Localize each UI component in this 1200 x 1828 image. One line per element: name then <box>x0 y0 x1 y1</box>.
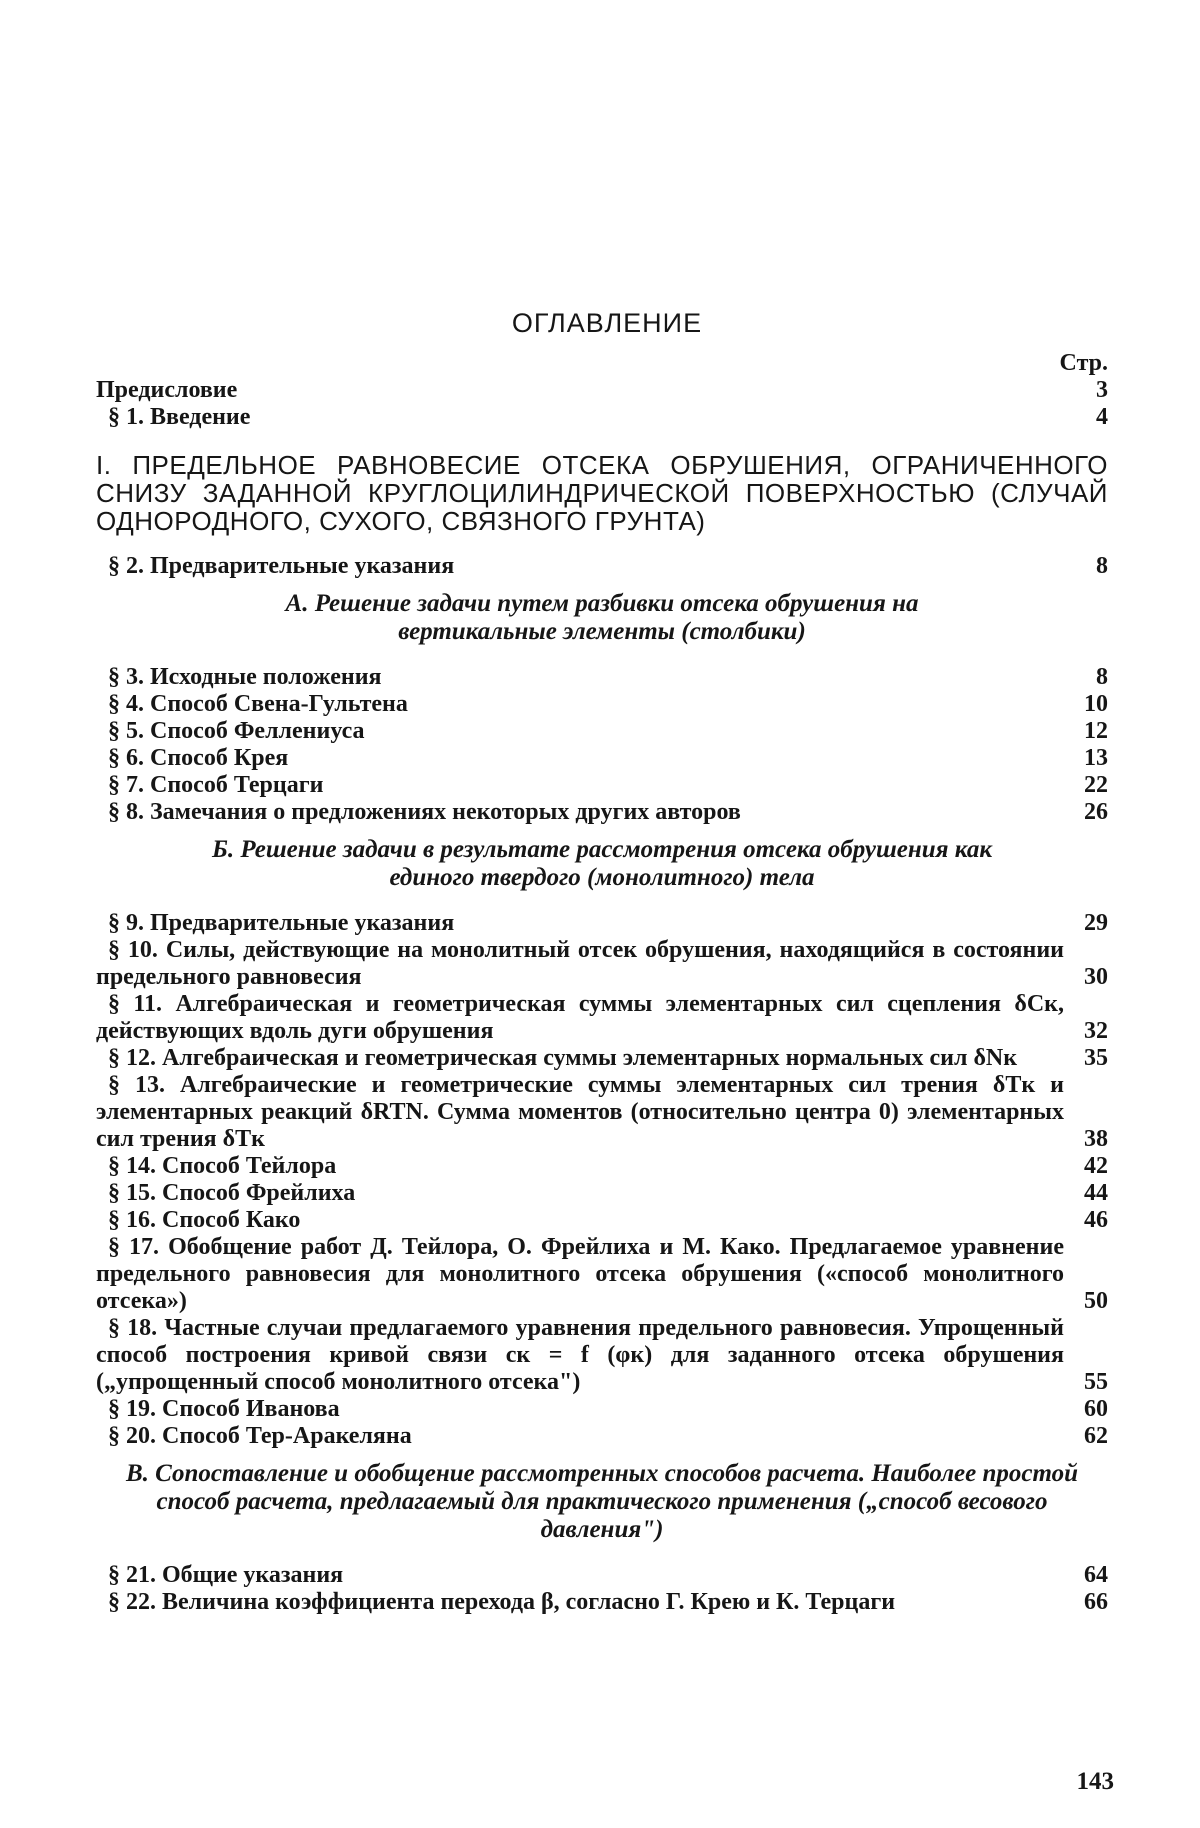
toc-entry-page: 4 <box>1096 404 1108 430</box>
toc-entry-page: 13 <box>1084 745 1108 771</box>
toc-entry <box>96 991 1108 1045</box>
toc-entry-text: § 20. Способ Тер-Аракеляна <box>108 1423 412 1449</box>
toc-entry-text: § 13. Алгебраические и геометрические суммы элементарных сил трения δTк и элементарных реакций δRTN. Сумма моментов (относительно центра 0) элементарных сил трения δTк <box>96 1072 1064 1152</box>
toc-entry-text: § 7. Способ Терцаги <box>108 772 324 798</box>
toc-entry <box>96 1045 1108 1072</box>
toc-entry-text: § 21. Общие указания <box>108 1562 344 1588</box>
toc-entry <box>96 937 1108 991</box>
toc-entry <box>96 1315 1108 1396</box>
toc-entry-page: 32 <box>1084 1018 1108 1044</box>
toc-entry <box>96 1207 1108 1234</box>
toc-entry <box>96 1423 1108 1450</box>
toc-entry-page: 29 <box>1084 910 1108 936</box>
toc-entry-text: § 11. Алгебраическая и геометрическая суммы элементарных сил сцепления δCк, действующих вдоль дуги обрушения <box>96 991 1064 1044</box>
toc-entry-page: 42 <box>1084 1153 1108 1179</box>
toc-entry-page: 66 <box>1084 1589 1108 1615</box>
toc-entry <box>96 1396 1108 1423</box>
toc-entry-text: § 17. Обобщение работ Д. Тейлора, О. Фрейлиха и М. Како. Предлагаемое уравнение предельного равновесия для монолитного отсека обрушения («способ монолитного отсека») <box>96 1234 1064 1314</box>
toc-entry <box>96 377 1108 404</box>
toc-entry-text: § 14. Способ Тейлора <box>108 1153 337 1179</box>
toc-entry-page: 12 <box>1084 718 1108 744</box>
toc-entry-page: 44 <box>1084 1180 1108 1206</box>
toc-entry-text: § 4. Способ Свена-Гультена <box>108 691 408 717</box>
toc-entry <box>96 910 1108 937</box>
toc-entry-text: § 2. Предварительные указания <box>108 553 455 579</box>
toc-entry-text: § 6. Способ Крея <box>108 745 289 771</box>
toc-entry-page: 10 <box>1084 691 1108 717</box>
toc-entry-page: 30 <box>1084 964 1108 990</box>
toc-entry-page: 8 <box>1096 553 1108 579</box>
section-heading-b: Б. Решение задачи в результате рассмотрения отсека обрушения как единого твердого (монолитного) тела <box>211 836 993 891</box>
toc-entry-text: § 9. Предварительные указания <box>108 910 455 936</box>
toc-entry-page: 3 <box>1096 377 1108 403</box>
chapter-heading: I. ПРЕДЕЛЬНОЕ РАВНОВЕСИЕ ОТСЕКА ОБРУШЕНИЯ, ОГРАНИЧЕННОГО СНИЗУ ЗАДАННОЙ КРУГЛОЦИЛИНДРИЧЕСКОЙ ПОВЕРХНОСТЬЮ (СЛУЧАЙ ОДНОРОДНОГО, СУХОГО, СВЯЗНОГО ГРУНТА) <box>96 450 1108 536</box>
toc-entry-page: 8 <box>1096 664 1108 690</box>
toc-entry <box>96 1589 1108 1616</box>
section-heading-c: В. Сопоставление и обобщение рассмотренных способов расчета. Наиболее простой способ расчета, предлагаемый для практического применения („способ весового давления") <box>125 1460 1079 1543</box>
toc-entry-text: § 22. Величина коэффициента перехода β, согласно Г. Крею и К. Терцаги <box>108 1589 896 1615</box>
toc-entry <box>96 1562 1108 1589</box>
toc-entry-page: 50 <box>1084 1288 1108 1314</box>
toc-entry-page: 46 <box>1084 1207 1108 1233</box>
toc-entry-text: § 12. Алгебраическая и геометрическая суммы элементарных нормальных сил δNк <box>108 1045 1018 1071</box>
toc-entry-text: § 1. Введение <box>108 404 251 430</box>
toc-entry-page: 26 <box>1084 799 1108 825</box>
toc-entry <box>96 553 1108 580</box>
toc-entry <box>96 772 1108 799</box>
toc-entry-page: 55 <box>1084 1369 1108 1395</box>
toc-entry <box>96 745 1108 772</box>
toc-entry-text: § 15. Способ Фрейлиха <box>108 1180 356 1206</box>
toc-entry-text: § 5. Способ Феллениуса <box>108 718 365 744</box>
toc-entry-page: 22 <box>1084 772 1108 798</box>
toc-entry <box>96 1153 1108 1180</box>
toc-entry <box>96 1234 1108 1315</box>
toc-entry-text: § 16. Способ Како <box>108 1207 301 1233</box>
toc-entry <box>96 691 1108 718</box>
page-number: 143 <box>1076 1768 1114 1795</box>
toc-entry-page: 35 <box>1084 1045 1108 1071</box>
toc-entry <box>96 1180 1108 1207</box>
toc-entry <box>96 664 1108 691</box>
toc-entry-text: § 10. Силы, действующие на монолитный отсек обрушения, находящийся в состоянии предельного равновесия <box>96 937 1064 990</box>
toc-entry-text: § 18. Частные случаи предлагаемого уравнения предельного равновесия. Упрощенный способ построения кривой связи cк = f (φк) для заданного отсека обрушения („упрощенный способ монолитного отсека") <box>96 1315 1064 1395</box>
toc-entry-text: § 3. Исходные положения <box>108 664 382 690</box>
toc-entry-page: 38 <box>1084 1126 1108 1152</box>
page-title: ОГЛАВЛЕНИЕ <box>511 308 703 338</box>
toc-entry-text: § 8. Замечания о предложениях некоторых других авторов <box>108 799 741 825</box>
section-heading-a: А. Решение задачи путем разбивки отсека обрушения на вертикальные элементы (столбики) <box>285 590 919 645</box>
toc-entry-page: 64 <box>1084 1562 1108 1588</box>
table-of-contents <box>96 308 1108 1616</box>
toc-entry-page: 60 <box>1084 1396 1108 1422</box>
toc-entry-text: Предисловие <box>96 377 238 403</box>
toc-entry-page: 62 <box>1084 1423 1108 1449</box>
toc-entry <box>96 718 1108 745</box>
toc-entry <box>96 1072 1108 1153</box>
toc-entry <box>96 799 1108 826</box>
toc-entry-text: § 19. Способ Иванова <box>108 1396 340 1422</box>
page-column-header: Стр. <box>1059 350 1108 376</box>
toc-entry <box>96 404 1108 431</box>
